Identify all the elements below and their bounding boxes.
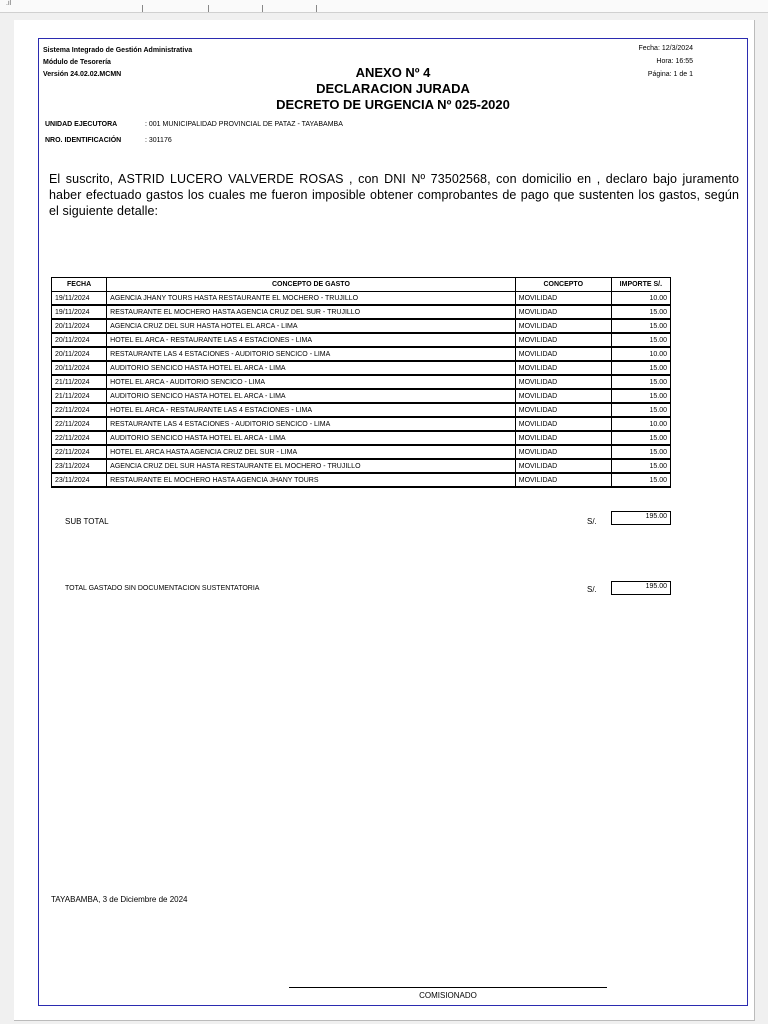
- subtotal-label: SUB TOTAL: [65, 517, 109, 526]
- subtotal-currency: S/.: [587, 517, 597, 526]
- cell-concept: MOVILIDAD: [515, 403, 611, 417]
- cell-concept: MOVILIDAD: [515, 473, 611, 487]
- cell-date: 22/11/2024: [52, 431, 107, 445]
- cell-amount: 15.00: [611, 333, 670, 347]
- cell-concept: MOVILIDAD: [515, 445, 611, 459]
- cell-expense: AGENCIA JHANY TOURS HASTA RESTAURANTE EL MOCHERO - TRUJILLO: [107, 292, 516, 306]
- cell-date: 20/11/2024: [52, 347, 107, 361]
- top-ruler: [0, 0, 768, 13]
- table-row: [52, 403, 671, 417]
- declaration-title: DECLARACION JURADA: [316, 81, 470, 96]
- cell-date: 23/11/2024: [52, 473, 107, 487]
- cell-amount: 15.00: [611, 445, 670, 459]
- table-row: [52, 347, 671, 361]
- cell-amount: 15.00: [611, 403, 670, 417]
- cell-expense: RESTAURANTE EL MOCHERO HASTA AGENCIA CRUZ DEL SUR - TRUJILLO: [107, 305, 516, 319]
- table-row: [52, 305, 671, 319]
- expense-table: [51, 277, 671, 488]
- cell-concept: MOVILIDAD: [515, 292, 611, 306]
- cell-date: 23/11/2024: [52, 459, 107, 473]
- id-value: : 301176: [145, 137, 172, 144]
- page-number: Página: 1 de 1: [647, 71, 693, 78]
- table-header-row: [52, 278, 671, 292]
- cell-concept: MOVILIDAD: [515, 389, 611, 403]
- cell-date: 19/11/2024: [52, 305, 107, 319]
- ruler-tick: [262, 5, 263, 12]
- ruler-tick: [316, 5, 317, 12]
- place-date: TAYABAMBA, 3 de Diciembre de 2024: [51, 895, 188, 904]
- cell-date: 21/11/2024: [52, 375, 107, 389]
- report-page[interactable]: [14, 20, 755, 1021]
- cell-amount: 10.00: [611, 417, 670, 431]
- table-row: [52, 445, 671, 459]
- annex-title: ANEXO Nº 4: [355, 65, 431, 80]
- cell-expense: HOTEL EL ARCA - RESTAURANTE LAS 4 ESTACIONES - LIMA: [107, 403, 516, 417]
- subtotal-value: 195.00: [611, 511, 671, 525]
- cell-date: 22/11/2024: [52, 417, 107, 431]
- cell-date: 19/11/2024: [52, 292, 107, 306]
- table-row: [52, 361, 671, 375]
- ruler-mark: .il: [6, 0, 12, 7]
- cell-expense: AGENCIA CRUZ DEL SUR HASTA RESTAURANTE EL MOCHERO - TRUJILLO: [107, 459, 516, 473]
- table-row: [52, 389, 671, 403]
- col-header-date: FECHA: [52, 278, 107, 292]
- table-row: [52, 319, 671, 333]
- table-row: [52, 459, 671, 473]
- cell-date: 21/11/2024: [52, 389, 107, 403]
- table-row: [52, 375, 671, 389]
- print-date: Fecha: 12/3/2024: [638, 45, 693, 52]
- table-row: [52, 333, 671, 347]
- cell-expense: HOTEL EL ARCA HASTA AGENCIA CRUZ DEL SUR - LIMA: [107, 445, 516, 459]
- table-row: [52, 431, 671, 445]
- version-label: Versión 24.02.02.MCMN: [43, 71, 122, 78]
- cell-amount: 15.00: [611, 431, 670, 445]
- signature-label: COMISIONADO: [419, 991, 477, 1000]
- module-name: Módulo de Tesorería: [43, 59, 111, 66]
- cell-date: 20/11/2024: [52, 361, 107, 375]
- cell-date: 22/11/2024: [52, 403, 107, 417]
- total-value: 195.00: [611, 581, 671, 595]
- cell-expense: RESTAURANTE LAS 4 ESTACIONES - AUDITORIO SENCICO - LIMA: [107, 347, 516, 361]
- cell-amount: 10.00: [611, 347, 670, 361]
- cell-expense: HOTEL EL ARCA - RESTAURANTE LAS 4 ESTACIONES - LIMA: [107, 333, 516, 347]
- cell-date: 20/11/2024: [52, 319, 107, 333]
- cell-concept: MOVILIDAD: [515, 305, 611, 319]
- cell-expense: AUDITORIO SENCICO HASTA HOTEL EL ARCA - LIMA: [107, 389, 516, 403]
- cell-concept: MOVILIDAD: [515, 333, 611, 347]
- cell-amount: 15.00: [611, 361, 670, 375]
- cell-amount: 10.00: [611, 292, 670, 306]
- cell-expense: RESTAURANTE LAS 4 ESTACIONES - AUDITORIO SENCICO - LIMA: [107, 417, 516, 431]
- cell-date: 22/11/2024: [52, 445, 107, 459]
- cell-amount: 15.00: [611, 319, 670, 333]
- cell-concept: MOVILIDAD: [515, 459, 611, 473]
- cell-concept: MOVILIDAD: [515, 347, 611, 361]
- unit-label: UNIDAD EJECUTORA: [45, 121, 118, 128]
- cell-expense: AUDITORIO SENCICO HASTA HOTEL EL ARCA - LIMA: [107, 361, 516, 375]
- cell-concept: MOVILIDAD: [515, 431, 611, 445]
- unit-value: : 001 MUNICIPALIDAD PROVINCIAL DE PATAZ - TAYABAMBA: [145, 121, 343, 128]
- print-time: Hora: 16:55: [656, 58, 693, 65]
- signature-line: [289, 987, 607, 988]
- cell-amount: 15.00: [611, 389, 670, 403]
- table-row: [52, 473, 671, 487]
- total-currency: S/.: [587, 585, 597, 594]
- table-row: [52, 292, 671, 306]
- total-label: TOTAL GASTADO SIN DOCUMENTACION SUSTENTATORIA: [65, 585, 260, 592]
- declaration-text: El suscrito, ASTRID LUCERO VALVERDE ROSAS , con DNI Nº 73502568, con domicilio en , declaro bajo juramento haber efectuado gastos los cuales me fueron imposible obtener comprobantes de pago que sustenten los gastos, según el siguiente detalle:: [49, 172, 739, 218]
- cell-amount: 15.00: [611, 305, 670, 319]
- report-frame: [38, 38, 748, 1006]
- cell-concept: MOVILIDAD: [515, 361, 611, 375]
- cell-concept: MOVILIDAD: [515, 319, 611, 333]
- decree-title: DECRETO DE URGENCIA Nº 025-2020: [276, 97, 510, 112]
- col-header-expense: CONCEPTO DE GASTO: [107, 278, 516, 292]
- table-row: [52, 417, 671, 431]
- col-header-concept: CONCEPTO: [515, 278, 611, 292]
- cell-amount: 15.00: [611, 459, 670, 473]
- col-header-amount: IMPORTE S/.: [611, 278, 670, 292]
- cell-expense: AGENCIA CRUZ DEL SUR HASTA HOTEL EL ARCA - LIMA: [107, 319, 516, 333]
- cell-expense: HOTEL EL ARCA - AUDITORIO SENCICO - LIMA: [107, 375, 516, 389]
- ruler-tick: [142, 5, 143, 12]
- cell-concept: MOVILIDAD: [515, 417, 611, 431]
- cell-expense: AUDITORIO SENCICO HASTA HOTEL EL ARCA - LIMA: [107, 431, 516, 445]
- cell-concept: MOVILIDAD: [515, 375, 611, 389]
- ruler-tick: [208, 5, 209, 12]
- id-label: NRO. IDENTIFICACIÓN: [45, 137, 122, 144]
- cell-date: 20/11/2024: [52, 333, 107, 347]
- cell-amount: 15.00: [611, 473, 670, 487]
- cell-expense: RESTAURANTE EL MOCHERO HASTA AGENCIA JHANY TOURS: [107, 473, 516, 487]
- system-name: Sistema Integrado de Gestión Administrativa: [43, 47, 193, 54]
- cell-amount: 15.00: [611, 375, 670, 389]
